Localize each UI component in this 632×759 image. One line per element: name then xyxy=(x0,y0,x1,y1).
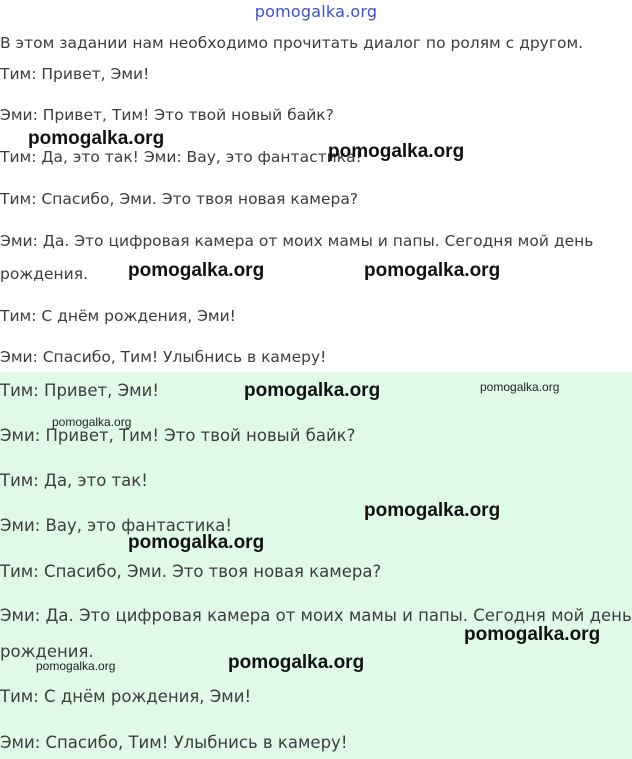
watermark: pomogalka.org xyxy=(328,141,465,162)
dialog-line: Эми: Спасибо, Тим! Улыбнись в камеру! xyxy=(0,348,327,366)
dialog-line: Тим: Да, это так! Эми: Вау, это фантастика! xyxy=(0,148,362,166)
dialog-line: рождения. xyxy=(0,265,88,283)
dialog-line: Эми: Да. Это цифровая камера от моих мамы и папы. Сегодня мой день xyxy=(0,232,594,250)
dialog-line: Тим: Спасибо, Эми. Это твоя новая камера? xyxy=(0,190,359,208)
watermark: pomogalka.org xyxy=(464,624,601,645)
watermark: pomogalka.org xyxy=(52,415,132,429)
site-logo[interactable]: pomogalka.org xyxy=(254,2,378,21)
answer-line: рождения. xyxy=(0,642,94,661)
watermark: pomogalka.org xyxy=(364,500,501,521)
answer-line: Тим: Привет, Эми! xyxy=(0,381,159,400)
watermark: pomogalka.org xyxy=(364,260,501,281)
answer-line: Эми: Вау, это фантастика! xyxy=(0,516,233,535)
intro-text: В этом задании нам необходимо прочитать диалог по ролям с другом. xyxy=(0,34,584,52)
watermark: pomogalka.org xyxy=(128,260,265,281)
answer-line: Тим: Спасибо, Эми. Это твоя новая камера? xyxy=(0,562,382,581)
answer-line: Тим: Да, это так! xyxy=(0,471,148,490)
answer-line: Эми: Привет, Тим! Это твой новый байк? xyxy=(0,426,356,445)
answer-line: Эми: Спасибо, Тим! Улыбнись в камеру! xyxy=(0,733,348,752)
dialog-line: Тим: Привет, Эми! xyxy=(0,65,150,83)
watermark: pomogalka.org xyxy=(244,380,381,401)
watermark: pomogalka.org xyxy=(36,659,116,673)
dialog-line: Эми: Привет, Тим! Это твой новый байк? xyxy=(0,106,334,124)
answer-line: Эми: Да. Это цифровая камера от моих мамы и папы. Сегодня мой день xyxy=(0,606,632,625)
watermark: pomogalka.org xyxy=(28,128,165,149)
watermark: pomogalka.org xyxy=(480,380,560,394)
dialog-line: Тим: С днём рождения, Эми! xyxy=(0,307,236,325)
answer-line: Тим: С днём рождения, Эми! xyxy=(0,687,252,706)
watermark: pomogalka.org xyxy=(228,652,365,673)
watermark: pomogalka.org xyxy=(128,532,265,553)
